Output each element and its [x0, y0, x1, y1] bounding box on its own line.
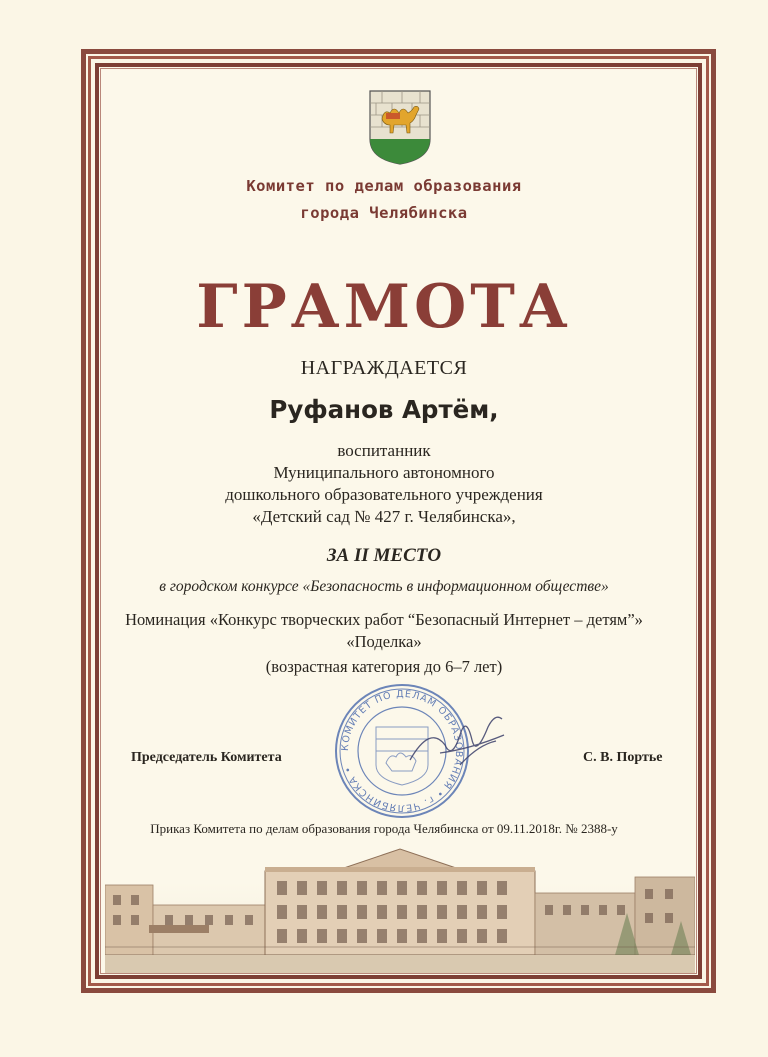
age-category: (возрастная категория до 6–7 лет): [265, 657, 503, 676]
recipient-name: Руфанов Артём,: [269, 395, 499, 424]
institution-line-2: дошкольного образовательного учреждения: [225, 485, 543, 504]
chairman-title: Председатель Комитета: [131, 750, 282, 765]
award-place: ЗА II МЕСТО: [326, 545, 442, 566]
signature-icon: [400, 705, 510, 775]
recipient-role: воспитанник: [337, 441, 431, 460]
signatory-name: С. В. Портье: [583, 750, 663, 765]
stamp-ring-text: КОМИТЕТ ПО ДЕЛАМ ОБРАЗОВАНИЯ • г. ЧЕЛЯБИНСКА •: [339, 688, 465, 814]
contest-name: в городском конкурсе «Безопасность в информационном обществе»: [159, 578, 609, 595]
institution-line-3: «Детский сад № 427 г. Челябинска»,: [252, 507, 516, 526]
coat-of-arms-icon: [368, 89, 432, 165]
nomination-line-1: Номинация «Конкурс творческих работ “Безопасный Интернет – детям”»: [125, 610, 643, 629]
committee-line-1: Комитет по делам образования: [246, 177, 522, 195]
document-title: ГРАМОТА: [196, 272, 572, 342]
school-building-illustration: [105, 843, 695, 973]
nomination-line-2: «Поделка»: [346, 632, 422, 651]
committee-line-2: города Челябинска: [300, 204, 468, 222]
order-reference: Приказ Комитета по делам образования города Челябинска от 09.11.2018г. № 2388-у: [150, 821, 618, 836]
awarded-label: НАГРАЖДАЕТСЯ: [300, 357, 468, 379]
institution-line-1: Муниципального автономного: [273, 463, 495, 482]
